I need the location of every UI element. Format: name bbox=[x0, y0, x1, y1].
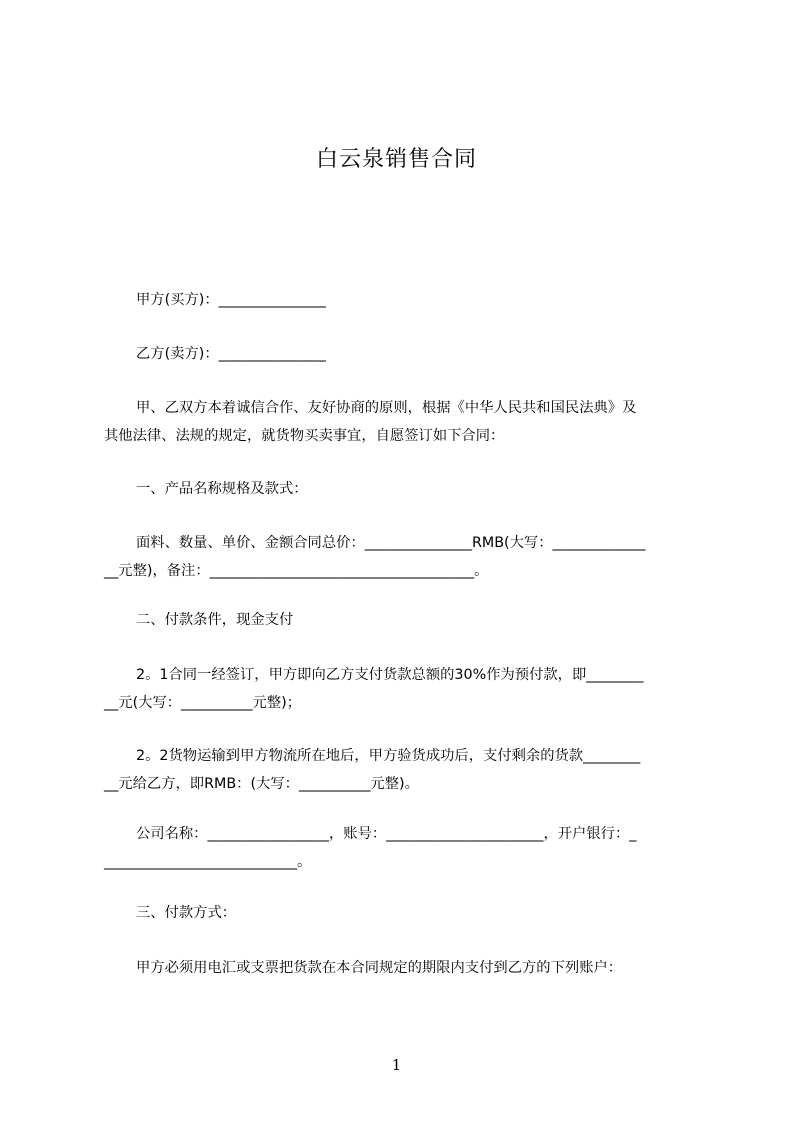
company-line-1: 公司名称：_________________，账号：______________________，开户银行：_ bbox=[136, 826, 637, 842]
page-number: 1 bbox=[391, 1056, 402, 1074]
document-title: 白云泉销售合同 bbox=[315, 147, 477, 172]
section-1-heading: 一、产品名称规格及款式： bbox=[136, 481, 308, 497]
party-a-line: 甲方(买方)：_______________ bbox=[136, 292, 326, 308]
preamble-line-2: 其他法律、法规的规定，就货物买卖事宜，自愿签订如下合同： bbox=[104, 428, 505, 444]
clause-2-2-line-2: __元给乙方，即RMB：(大写：__________元整)。 bbox=[104, 776, 419, 792]
section-3-heading: 三、付款方式： bbox=[136, 905, 237, 921]
section-1-line-2: __元整)，备注：_____________________________________。 bbox=[104, 563, 489, 579]
section-2-heading: 二、付款条件，现金支付 bbox=[136, 612, 294, 628]
clause-2-1-line-1: 2。1合同一经签订，甲方即向乙方支付货款总额的30%作为预付款，即________ bbox=[136, 667, 644, 683]
company-line-2: ___________________________。 bbox=[104, 854, 312, 870]
section-1-line-1: 面料、数量、单价、金额合同总价：_______________RMB(大写：_____________ bbox=[136, 535, 646, 551]
preamble-line-1: 甲、乙双方本着诚信合作、友好协商的原则，根据《中华人民共和国民法典》及 bbox=[136, 400, 637, 416]
clause-2-2-line-1: 2。2货物运输到甲方物流所在地后，甲方验货成功后，支付剩余的货款________ bbox=[136, 748, 641, 764]
party-b-line: 乙方(卖方)：_______________ bbox=[136, 346, 326, 362]
clause-2-1-line-2: __元(大写：__________元整)； bbox=[104, 695, 302, 711]
section-3-text: 甲方必须用电汇或支票把货款在本合同规定的期限内支付到乙方的下列账户： bbox=[136, 960, 623, 976]
